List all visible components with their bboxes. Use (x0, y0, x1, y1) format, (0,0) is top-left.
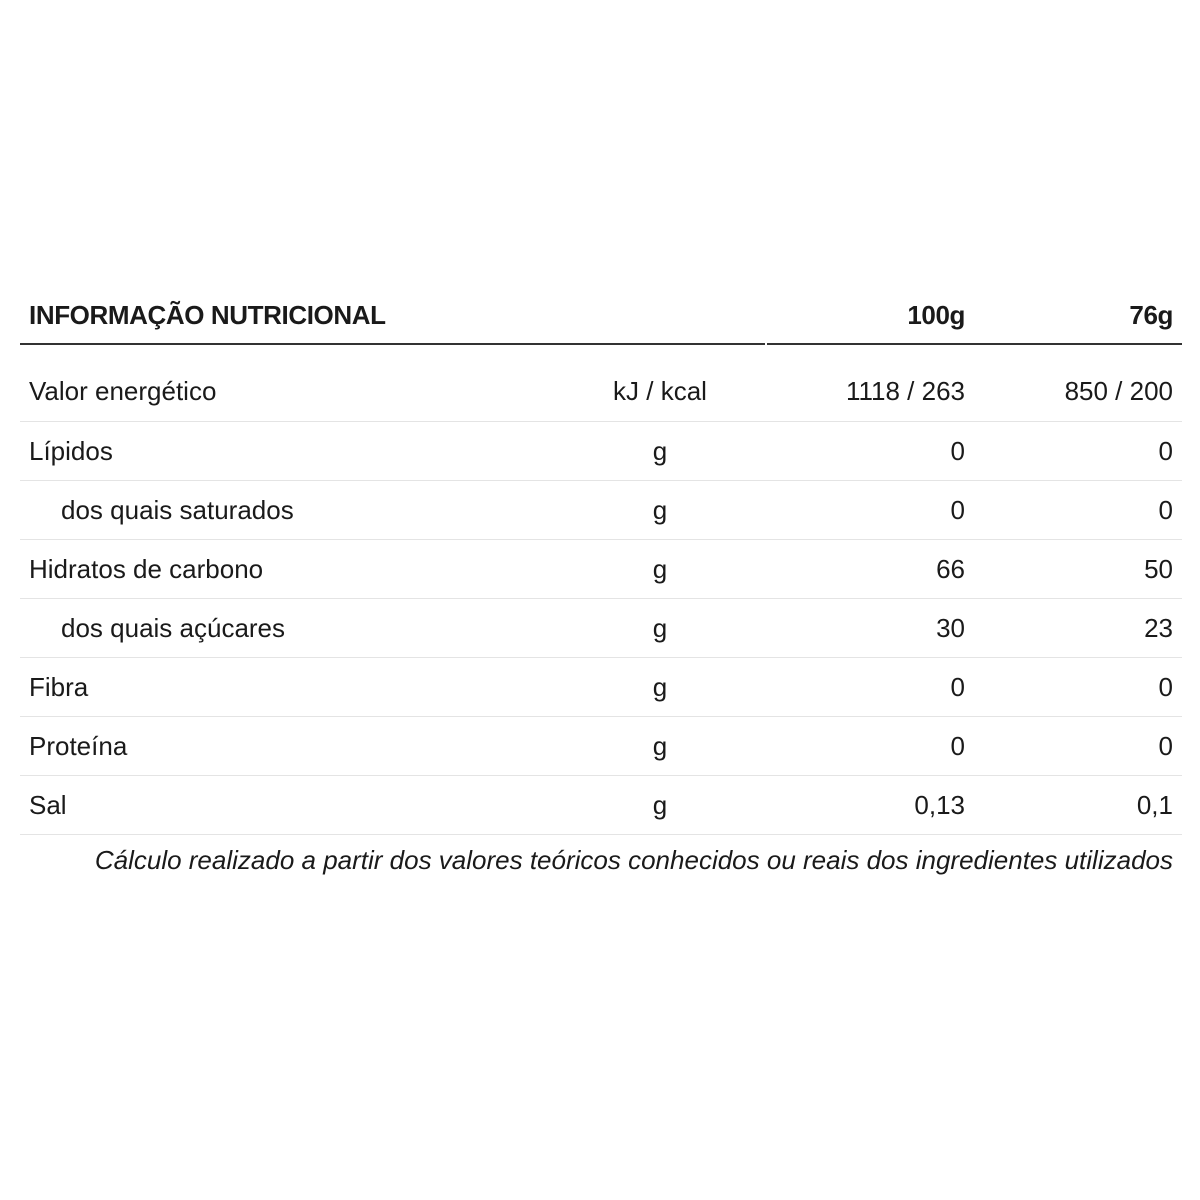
value-76g: 23 (1144, 612, 1173, 643)
table-row-carbohydrates (20, 540, 1182, 599)
table-header-row (20, 288, 1182, 343)
nutrient-name: Proteína (29, 730, 128, 761)
nutrient-name: Fibra (29, 671, 89, 702)
nutrient-unit: g (652, 671, 668, 702)
value-100g: 0 (950, 671, 965, 702)
table-row-protein (20, 717, 1182, 776)
table-row-salt (20, 776, 1182, 835)
table-title: INFORMAÇÃO NUTRICIONAL (29, 300, 386, 330)
nutrient-unit: g (652, 612, 668, 643)
value-76g: 850 / 200 (1064, 376, 1173, 406)
nutrient-unit: kJ / kcal (613, 376, 707, 406)
value-100g: 0 (950, 730, 965, 761)
header-divider (20, 343, 1182, 345)
value-100g: 0 (950, 494, 965, 525)
nutrient-name: Hidratos de carbono (29, 553, 264, 584)
calculation-footnote: Cálculo realizado a partir dos valores teóricos conhecidos ou reais dos ingredientes utilizados (94, 845, 1173, 875)
value-100g: 30 (936, 612, 965, 643)
nutrient-name: Valor energético (29, 376, 217, 406)
nutrient-name: dos quais açúcares (61, 612, 286, 643)
value-76g: 0 (1158, 494, 1173, 525)
table-row-lipids (20, 422, 1182, 481)
nutrient-unit: g (652, 789, 668, 820)
table-row-fiber (20, 658, 1182, 717)
column-header-100g: 100g (907, 300, 965, 330)
value-100g: 0 (950, 435, 965, 466)
nutrient-name: Lípidos (29, 435, 113, 466)
value-76g: 0 (1158, 730, 1173, 761)
nutrition-table (20, 288, 1182, 835)
value-100g: 0,13 (914, 789, 965, 820)
nutrient-unit: g (652, 494, 668, 525)
value-100g: 1118 / 263 (845, 376, 965, 406)
nutrient-unit: g (652, 730, 668, 761)
table-row-energy (20, 362, 1182, 422)
nutrient-name: Sal (29, 789, 67, 820)
nutrient-name: dos quais saturados (61, 494, 294, 525)
nutrient-unit: g (652, 553, 668, 584)
value-76g: 0,1 (1136, 789, 1173, 820)
column-header-76g: 76g (1129, 300, 1173, 330)
value-76g: 0 (1158, 671, 1173, 702)
value-76g: 50 (1144, 553, 1173, 584)
table-row-saturated (20, 481, 1182, 540)
value-76g: 0 (1158, 435, 1173, 466)
value-100g: 66 (936, 553, 965, 584)
nutrient-unit: g (652, 435, 668, 466)
table-row-sugars (20, 599, 1182, 658)
